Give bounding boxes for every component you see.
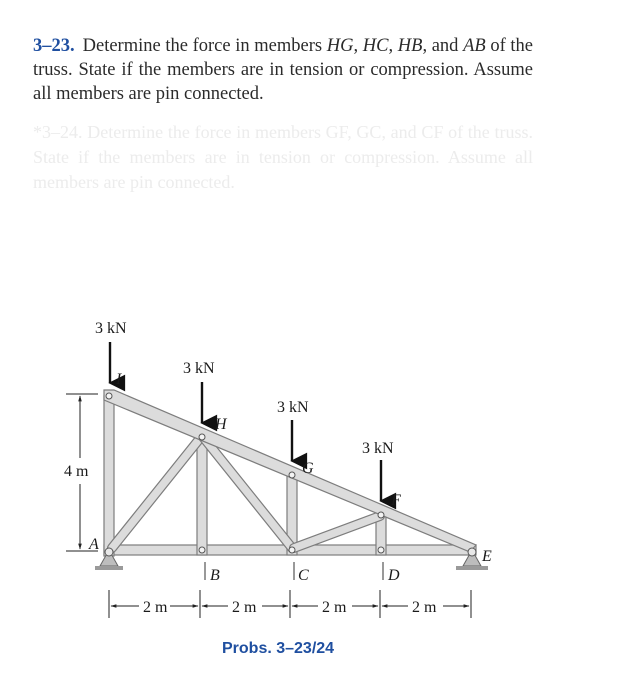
member-name: HB <box>397 36 423 56</box>
faded-problem-text: *3–24. Determine the force in members GF, GC, and CF of the truss. State if the members are in tension or compression. Assume all members are pin connected. <box>33 122 533 192</box>
joint-label-G: G <box>302 460 314 477</box>
joint-label-I: I <box>116 371 122 388</box>
joint-label-E: E <box>482 548 492 565</box>
problem-text-run: of the truss. State if the members are in tension or compression. Assume all members are pin connected. <box>33 36 534 104</box>
joint-label-C: C <box>298 567 309 584</box>
load-label-F: 3 kN <box>362 440 394 457</box>
member-CF <box>294 516 380 548</box>
span-label-BC: 2 m <box>232 599 257 616</box>
span-label-DE: 2 m <box>412 599 437 616</box>
member-AI <box>104 396 114 556</box>
member-name: AB <box>463 36 486 56</box>
span-label-CD: 2 m <box>322 599 347 616</box>
member-AH <box>112 437 201 548</box>
load-arrows <box>110 342 381 501</box>
load-label-I: 3 kN <box>95 320 127 337</box>
joint-label-A: A <box>89 536 99 553</box>
height-dimension-label: 4 m <box>64 463 89 480</box>
figure-caption: Probs. 3–23/24 <box>222 640 335 657</box>
problem-number: 3–23. <box>33 36 75 56</box>
joint-label-B: B <box>210 567 220 584</box>
member-name: HC <box>362 36 389 56</box>
problem-text-run: , <box>388 36 398 56</box>
member-name: HG <box>326 36 354 56</box>
joint-label-F: F <box>391 492 401 509</box>
joint-label-D: D <box>388 567 400 584</box>
member-HB <box>197 437 207 555</box>
problem-text-run: Determine the force in members <box>82 36 327 56</box>
load-label-H: 3 kN <box>183 360 215 377</box>
problem-text-run: , <box>353 36 363 56</box>
label-ticks <box>205 562 383 580</box>
joint-label-H: H <box>215 416 227 433</box>
load-label-G: 3 kN <box>277 399 309 416</box>
problem-text-run: , and <box>422 36 464 56</box>
span-label-AB: 2 m <box>143 599 168 616</box>
